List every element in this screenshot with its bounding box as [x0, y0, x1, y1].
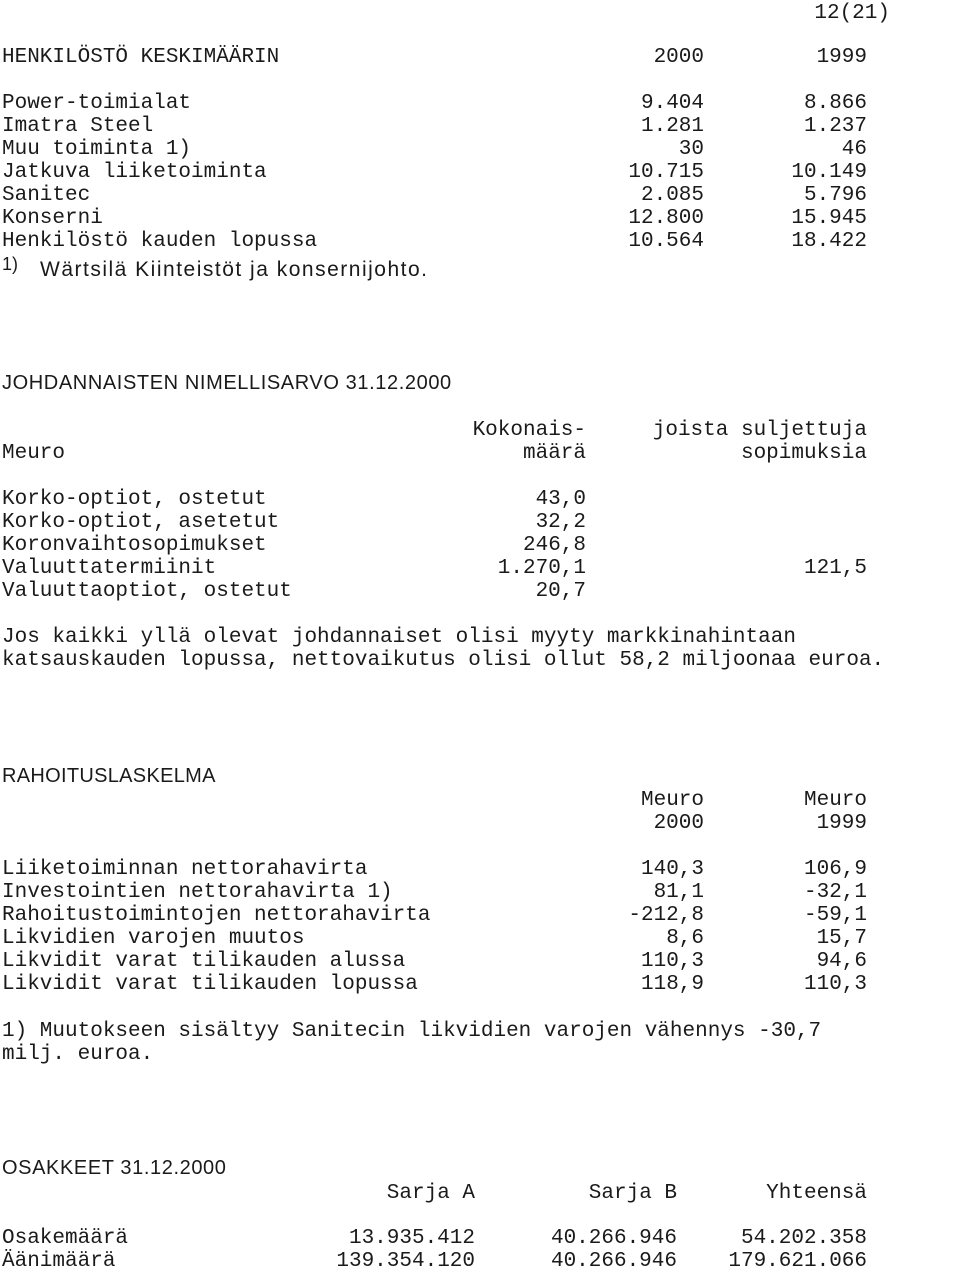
row-label: Muu toiminta 1) [2, 138, 192, 161]
footnote-mark: 1) [2, 254, 19, 274]
row-label: Valuuttaoptiot, ostetut [2, 580, 292, 603]
value-1999: 46 [841, 138, 867, 161]
value-1999: 110,3 [803, 973, 867, 996]
cashflow-col-1999: 1999 [816, 812, 867, 835]
value-a: 139.354.120 [336, 1250, 475, 1273]
value-1999: 94,6 [816, 950, 867, 973]
derivatives-header-closed-1: joista suljettuja [652, 419, 867, 442]
cashflow-col-2000: 2000 [653, 812, 704, 835]
value-1999: 5.796 [803, 184, 867, 207]
value-2000: 10.715 [628, 161, 704, 184]
value-total: 20,7 [535, 580, 586, 603]
value-2000: 140,3 [640, 858, 704, 881]
value-2000: 1.281 [640, 115, 704, 138]
value-total: 43,0 [535, 488, 586, 511]
row-label: Henkilöstö kauden lopussa [2, 230, 318, 253]
value-b: 40.266.946 [550, 1250, 677, 1273]
row-label: Liiketoiminnan nettorahavirta [2, 858, 368, 881]
value-1999: 106,9 [803, 858, 867, 881]
value-1999: 15.945 [791, 207, 867, 230]
value-b: 40.266.946 [550, 1227, 677, 1250]
footnote-text: Wärtsilä Kiinteistöt ja konsernijohto. [40, 258, 429, 281]
shares-title: OSAKKEET 31.12.2000 [2, 1157, 227, 1179]
value-1999: 1.237 [803, 115, 867, 138]
row-label: Valuuttatermiinit [2, 557, 217, 580]
value-2000: 2.085 [640, 184, 704, 207]
value-1999: 8.866 [803, 92, 867, 115]
cashflow-footnote-line1: 1) Muutokseen sisältyy Sanitecin likvidien varojen vähennys -30,7 [2, 1020, 822, 1043]
shares-col-a: Sarja A [386, 1182, 475, 1205]
row-label: Sanitec [2, 184, 91, 207]
cashflow-title: RAHOITUSLASKELMA [2, 765, 216, 787]
derivatives-header-total-2: määrä [522, 442, 586, 465]
row-label: Likvidit varat tilikauden alussa [2, 950, 406, 973]
value-a: 13.935.412 [348, 1227, 475, 1250]
value-2000: 110,3 [640, 950, 704, 973]
row-label: Korko-optiot, asetetut [2, 511, 280, 534]
value-total: 54.202.358 [740, 1227, 867, 1250]
value-2000: 12.800 [628, 207, 704, 230]
row-label: Investointien nettorahavirta 1) [2, 881, 393, 904]
value-1999: -59,1 [803, 904, 867, 927]
value-2000: -212,8 [628, 904, 704, 927]
value-total: 179.621.066 [728, 1250, 867, 1273]
row-label: Jatkuva liiketoiminta [2, 161, 267, 184]
derivatives-header-unit: Meuro [2, 442, 66, 465]
value-closed: 121,5 [803, 557, 867, 580]
derivatives-title: JOHDANNAISTEN NIMELLISARVO 31.12.2000 [2, 372, 452, 394]
value-2000: 30 [678, 138, 704, 161]
cashflow-col-unit-1999: Meuro [803, 789, 867, 812]
personnel-title: HENKILÖSTÖ KESKIMÄÄRIN [2, 46, 280, 69]
row-label: Koronvaihtosopimukset [2, 534, 267, 557]
row-label: Korko-optiot, ostetut [2, 488, 267, 511]
row-label: Osakemäärä [2, 1227, 129, 1250]
page-number: 12(21) [814, 2, 890, 25]
row-label: Imatra Steel [2, 115, 154, 138]
value-2000: 8,6 [666, 927, 704, 950]
value-total: 246,8 [522, 534, 586, 557]
shares-col-b: Sarja B [588, 1182, 677, 1205]
value-total: 1.270,1 [497, 557, 586, 580]
row-label: Likvidit varat tilikauden lopussa [2, 973, 418, 996]
cashflow-footnote-line2: milj. euroa. [2, 1043, 154, 1066]
value-total: 32,2 [535, 511, 586, 534]
value-2000: 10.564 [628, 230, 704, 253]
row-label: Power-toimialat [2, 92, 192, 115]
personnel-col-1999: 1999 [816, 46, 867, 69]
row-label: Likvidien varojen muutos [2, 927, 305, 950]
shares-col-total: Yhteensä [766, 1182, 867, 1205]
derivatives-header-total-1: Kokonais- [472, 419, 586, 442]
value-1999: 15,7 [816, 927, 867, 950]
row-label: Rahoitustoimintojen nettorahavirta [2, 904, 431, 927]
derivatives-note-line2: katsauskauden lopussa, nettovaikutus olisi ollut 58,2 miljoonaa euroa. [2, 649, 885, 672]
row-label: Konserni [2, 207, 103, 230]
value-1999: 10.149 [791, 161, 867, 184]
cashflow-col-unit-2000: Meuro [640, 789, 704, 812]
row-label: Äänimäärä [2, 1250, 116, 1273]
personnel-col-2000: 2000 [653, 46, 704, 69]
value-1999: -32,1 [803, 881, 867, 904]
value-1999: 18.422 [791, 230, 867, 253]
derivatives-note-line1: Jos kaikki yllä olevat johdannaiset olisi myyty markkinahintaan [2, 626, 796, 649]
value-2000: 9.404 [640, 92, 704, 115]
derivatives-header-closed-2: sopimuksia [740, 442, 867, 465]
value-2000: 81,1 [653, 881, 704, 904]
value-2000: 118,9 [640, 973, 704, 996]
